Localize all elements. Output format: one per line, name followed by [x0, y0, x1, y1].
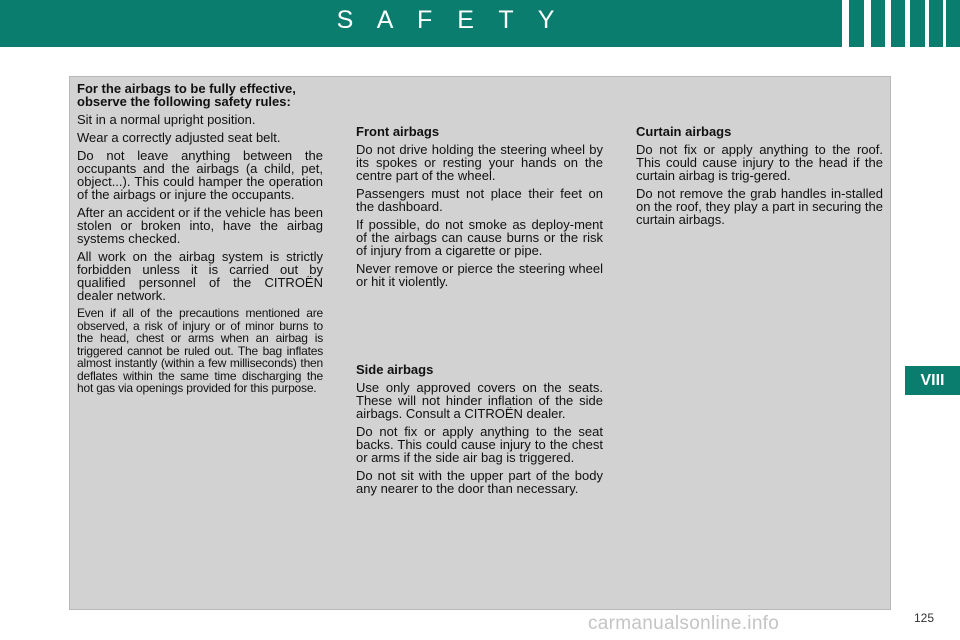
- rule-paragraph: Wear a correctly adjusted seat belt.: [77, 130, 281, 145]
- front-airbags-section: [356, 125, 603, 293]
- section-paragraph: Passengers must not place their feet on the dashboard.: [356, 186, 603, 214]
- section-paragraph: Use only approved covers on the seats. These will not hinder inflation of the side airbags. Consult a CITROËN dealer.: [356, 380, 603, 421]
- header-stripe: [943, 0, 946, 47]
- page-number: 125: [914, 611, 935, 625]
- watermark: carmanualsonline.info: [588, 613, 780, 634]
- section-title: Side airbags: [356, 362, 434, 377]
- section-title: Front airbags: [356, 124, 440, 139]
- section-title: Curtain airbags: [636, 124, 732, 139]
- header-stripe: [864, 0, 871, 47]
- chapter-tab[interactable]: VIII: [905, 366, 960, 395]
- header-stripe: [842, 0, 849, 47]
- section-paragraph: Do not remove the grab handles in-stalled on the roof, they play a part in securing the curtain airbags.: [636, 186, 883, 227]
- rule-paragraph: Sit in a normal upright position.: [77, 112, 256, 127]
- safety-rules-heading: For the airbags to be fully effective, observe the following safety rules:: [77, 81, 296, 109]
- side-airbags-section: [356, 363, 603, 500]
- curtain-airbags-section: [636, 125, 883, 231]
- section-paragraph: Do not sit with the upper part of the body any nearer to the door than necessary.: [356, 468, 603, 496]
- section-paragraph: If possible, do not smoke as deploy-ment of the airbags can cause burns or the risk of injury from a cigarette or pipe.: [356, 217, 603, 258]
- rule-paragraph: Do not leave anything between the occupants and the airbags (a child, pet, object...). This could hamper the operation of the airbags or injure the occupants.: [77, 148, 323, 202]
- intro-column: [77, 82, 323, 400]
- page-title: S A F E T Y: [336, 6, 564, 34]
- section-paragraph: Do not drive holding the steering wheel by its spokes or resting your hands on the centre part of the wheel.: [356, 142, 603, 183]
- section-paragraph: Do not fix or apply anything to the roof. This could cause injury to the head if the curtain airbag is trig-gered.: [636, 142, 883, 183]
- rule-paragraph: After an accident or if the vehicle has been stolen or broken into, have the airbag systems checked.: [77, 205, 323, 246]
- header-stripe: [885, 0, 891, 47]
- section-paragraph: Never remove or pierce the steering wheel or hit it violently.: [356, 261, 603, 289]
- page-header: [0, 0, 960, 47]
- warning-paragraph: Even if all of the precautions mentioned are observed, a risk of injury or of minor burns to the head, chest or arms when an airbag is triggered cannot be ruled out. The bag inflates almost instantly (within a few milliseconds) then deflates within the same time discharging the hot gas via openings provided for this purpose.: [77, 306, 323, 395]
- rule-paragraph: All work on the airbag system is strictly forbidden unless it is carried out by qualified personnel of the CITROËN dealer network.: [77, 249, 323, 303]
- section-paragraph: Do not fix or apply anything to the seat backs. This could cause injury to the chest or arms if the side air bag is triggered.: [356, 424, 603, 465]
- header-stripe: [905, 0, 910, 47]
- header-stripe: [925, 0, 929, 47]
